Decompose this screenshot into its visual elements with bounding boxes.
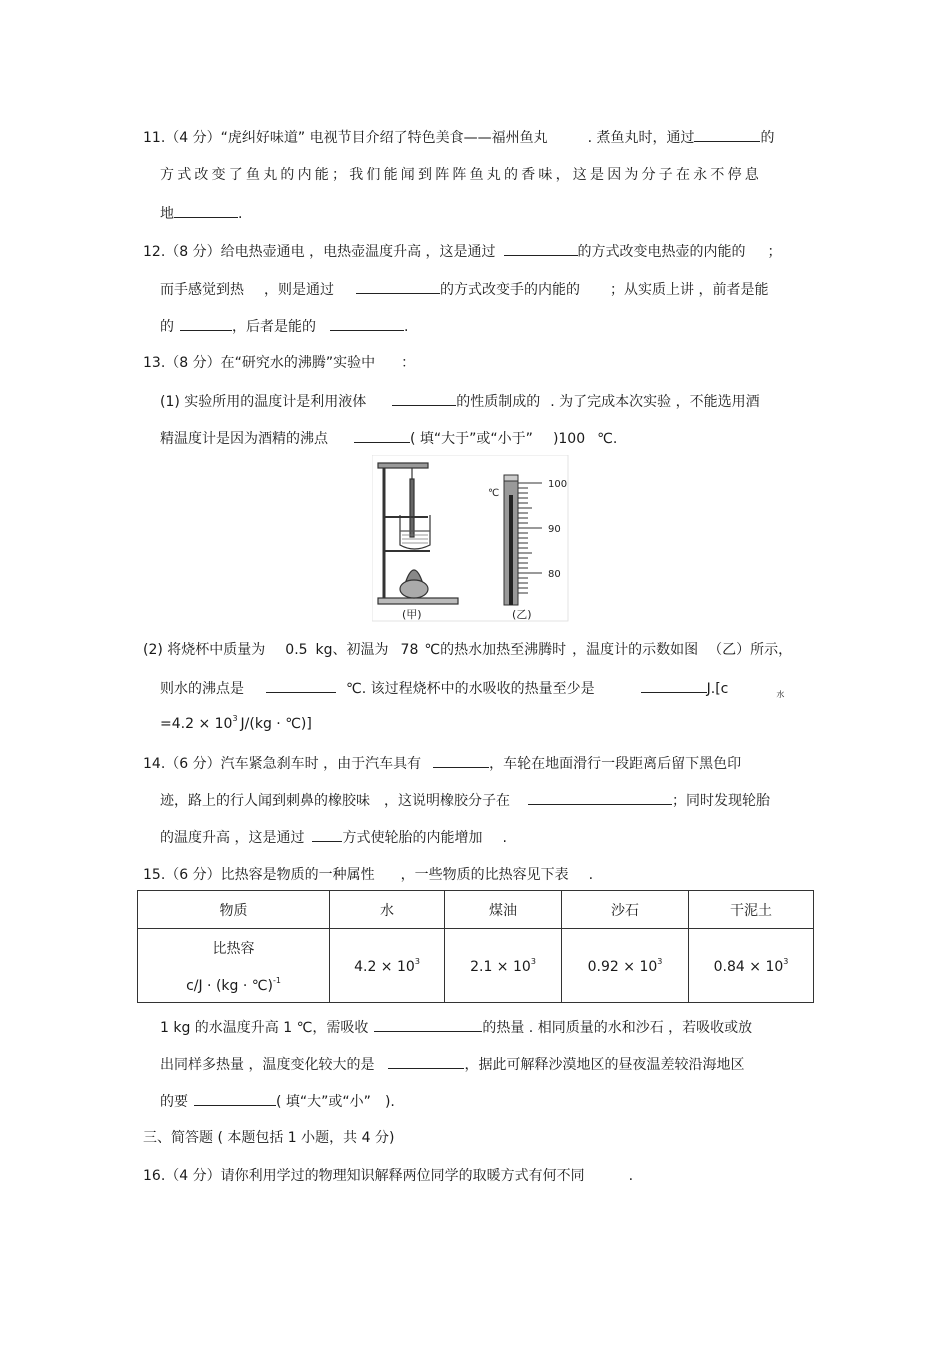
q11-text-3b: . bbox=[238, 206, 243, 222]
q15-text-2b: ，据此可解释沙漠地区的昼夜温差较沿海地区 bbox=[464, 1057, 745, 1073]
q12-line1 bbox=[143, 240, 782, 261]
q12-text-a: 12.（8 分）给电热壶通电 ，电热壶温度升高 ，这是通过 bbox=[143, 244, 496, 260]
q12-blank-3[interactable] bbox=[180, 315, 232, 331]
specific-heat-table bbox=[137, 890, 814, 1003]
q13-p2-l: =4.2 × 10 bbox=[160, 716, 233, 732]
q15-blank-3[interactable] bbox=[194, 1090, 276, 1106]
thermometer-figure bbox=[488, 475, 567, 605]
q13-part2-line3 bbox=[160, 714, 312, 732]
q15-text-1a: 1 kg 的水温度升高 1 ℃，需吸收 bbox=[160, 1020, 369, 1036]
q11-line2 bbox=[160, 164, 762, 184]
q11-text-3a: 地 bbox=[160, 206, 174, 222]
q15-head-c: . bbox=[588, 867, 594, 883]
q15-line3 bbox=[160, 1090, 395, 1111]
q12-blank-1[interactable] bbox=[504, 240, 578, 256]
q13-blank-2[interactable] bbox=[354, 427, 410, 443]
q14-text-2a: 迹，路上的行人闻到刺鼻的橡胶味 bbox=[160, 793, 370, 809]
table-cell bbox=[330, 929, 445, 1003]
q11-text-a: 11.（4 分）“虎纠好味道” 电视节目介绍了特色美食——福州鱼丸 bbox=[143, 130, 548, 146]
q12-text-3b: ，后者是能的 bbox=[232, 319, 316, 335]
q13-blank-3[interactable] bbox=[266, 677, 336, 693]
q13-part1-line1 bbox=[160, 390, 760, 411]
q13-part2-line2 bbox=[160, 677, 784, 698]
q11-blank-2[interactable] bbox=[174, 202, 238, 218]
q12-text-3c: . bbox=[404, 319, 409, 335]
q13-figure bbox=[372, 455, 572, 625]
thermometer-unit: ℃ bbox=[488, 488, 500, 499]
value-soil-exp: 3 bbox=[783, 956, 789, 966]
table-header-cell: 水 bbox=[330, 891, 445, 929]
q12-blank-2[interactable] bbox=[356, 278, 440, 294]
q13-p2-k: 水 bbox=[776, 690, 785, 699]
q13-p1-e: ( 填“大于”或“小于” bbox=[410, 431, 533, 447]
q13-p2-d: 78 bbox=[400, 642, 419, 658]
q11-text-b: . 煮鱼丸时，通过 bbox=[587, 130, 695, 146]
value-kerosene: 2.1 × 10 bbox=[470, 958, 531, 975]
value-water: 4.2 × 10 bbox=[354, 958, 415, 975]
table-row-label bbox=[138, 929, 330, 1003]
thermometer-tick-100: 100 bbox=[548, 479, 568, 490]
q14-line1 bbox=[143, 752, 741, 773]
q11-text-2: 方式改变了鱼丸的内能；我们能闻到阵阵鱼丸的香味，这是因为分子在永不停息 bbox=[160, 167, 762, 183]
q16-end: . bbox=[628, 1168, 634, 1184]
q13-p1-g: ℃. bbox=[597, 431, 618, 447]
q15-line1 bbox=[160, 1016, 752, 1037]
caption-jia: (甲) bbox=[402, 608, 422, 621]
q12-text-b: 的方式改变电热壶的内能的 bbox=[577, 244, 746, 260]
q14-text-a: 14.（6 分）汽车紧急刹车时 ，由于汽车具有 bbox=[143, 756, 422, 772]
q13-p2-b: 0.5 bbox=[285, 642, 308, 658]
row-label-unit: c/J · (kg · ℃) bbox=[186, 977, 273, 994]
table-cell bbox=[445, 929, 562, 1003]
q16-line bbox=[143, 1165, 633, 1185]
q14-text-2c: ；同时发现轮胎 bbox=[672, 793, 770, 809]
caption-yi: (乙) bbox=[512, 608, 532, 621]
table-header-cell: 沙石 bbox=[562, 891, 689, 929]
q13-p1-d: 精温度计是因为酒精的沸点 bbox=[160, 431, 328, 447]
q13-p2-c: kg、初温为 bbox=[315, 642, 389, 658]
q14-blank-2[interactable] bbox=[528, 789, 672, 805]
q11-text-c: 的 bbox=[760, 130, 775, 146]
q13-p1-b: 的性质制成的 bbox=[456, 394, 541, 410]
q15-blank-1[interactable] bbox=[374, 1016, 482, 1032]
q11-line3 bbox=[160, 202, 242, 223]
table-cell bbox=[562, 929, 689, 1003]
row-label-sup: -1 bbox=[272, 975, 281, 985]
q12-text-c: ； bbox=[767, 244, 782, 260]
q12-text-2d: ；从实质上讲 ，前者是能 bbox=[610, 282, 769, 298]
q13-p1-c: . 为了完成本次实验 ，不能选用酒 bbox=[550, 394, 760, 410]
q11-line1 bbox=[143, 126, 774, 147]
q13-p2-e: ℃的热水加热至沸腾时 bbox=[424, 642, 567, 658]
table-cell bbox=[689, 929, 814, 1003]
q14-text-3a: 的温度升高 ，这是通过 bbox=[160, 830, 305, 846]
value-soil: 0.84 × 10 bbox=[713, 958, 784, 975]
q12-blank-4[interactable] bbox=[330, 315, 404, 331]
q14-text-3b: 方式使轮胎的内能增加 bbox=[342, 830, 483, 846]
q11-blank-1[interactable] bbox=[694, 126, 760, 142]
q15-text-1b: 的热量 . 相同质量的水和沙石 ，若吸收或放 bbox=[482, 1020, 753, 1036]
q12-text-2c: 的方式改变手的内能的 bbox=[440, 282, 580, 298]
q13-p2-m: 3 bbox=[232, 714, 238, 723]
q12-text-2b: ，则是通过 bbox=[264, 282, 334, 298]
q13-p1-a: (1) 实验所用的温度计是利用液体 bbox=[160, 394, 367, 410]
q15-line2 bbox=[160, 1053, 744, 1074]
q13-heading bbox=[143, 352, 415, 372]
q13-p2-g: （乙）所示， bbox=[708, 642, 793, 658]
table-header-cell: 物质 bbox=[138, 891, 330, 929]
q14-text-3c: . bbox=[502, 830, 507, 846]
row-label-line1: 比热容 bbox=[212, 940, 255, 957]
q15-blank-2[interactable] bbox=[388, 1053, 464, 1069]
q14-line3 bbox=[160, 826, 507, 847]
q13-p2-f: ，温度计的示数如图 bbox=[572, 642, 699, 658]
q13-p1-f: )100 bbox=[552, 431, 586, 447]
q15-text-3b: ( 填“大”或“小” bbox=[276, 1094, 371, 1110]
q15-heading bbox=[143, 864, 593, 884]
table-header-cell: 干泥土 bbox=[689, 891, 814, 929]
value-sand-exp: 3 bbox=[657, 956, 663, 966]
q13-part1-line2 bbox=[160, 427, 617, 448]
q15-head-a: 15.（6 分）比热容是物质的一种属性 bbox=[143, 867, 375, 883]
q15-text-3c: ). bbox=[384, 1094, 395, 1110]
value-water-exp: 3 bbox=[414, 956, 420, 966]
q12-text-3a: 的 bbox=[160, 319, 174, 335]
table-row bbox=[138, 929, 814, 1003]
q13-head-colon: ： bbox=[401, 355, 416, 371]
q14-text-2b: ，这说明橡胶分子在 bbox=[384, 793, 510, 809]
q13-p2-i: ℃. 该过程烧杯中的水吸收的热量至少是 bbox=[346, 681, 595, 697]
q13-p2-a: (2) 将烧杯中质量为 bbox=[143, 642, 266, 658]
table-header-cell: 煤油 bbox=[445, 891, 562, 929]
q16-text: 16.（4 分）请你利用学过的物理知识解释两位同学的取暖方式有何不同 bbox=[143, 1168, 585, 1184]
q14-blank-1[interactable] bbox=[433, 752, 489, 768]
q13-head-text: 13.（8 分）在“研究水的沸腾”实验中 bbox=[143, 355, 376, 371]
q13-p2-j: J.[c bbox=[706, 681, 729, 697]
q12-line3 bbox=[160, 315, 408, 336]
q12-line2 bbox=[160, 278, 768, 299]
section-3-text: 三、简答题 ( 本题包括 1 小题，共 4 分) bbox=[143, 1130, 395, 1146]
value-sand: 0.92 × 10 bbox=[587, 958, 658, 975]
q13-blank-4[interactable] bbox=[641, 677, 707, 693]
q14-line2 bbox=[160, 789, 770, 810]
value-kerosene-exp: 3 bbox=[530, 956, 536, 966]
q15-text-3a: 的要 bbox=[160, 1094, 188, 1110]
q15-text-2a: 出同样多热量 ，温度变化较大的是 bbox=[160, 1057, 375, 1073]
q14-blank-3[interactable] bbox=[312, 826, 342, 842]
q13-p2-h: 则水的沸点是 bbox=[160, 681, 244, 697]
boiling-apparatus-figure bbox=[378, 463, 458, 604]
thermometer-tick-90: 90 bbox=[548, 524, 561, 535]
section-3-heading bbox=[143, 1127, 394, 1147]
table-header-row bbox=[138, 891, 814, 929]
q13-p2-n: J/(kg · ℃)] bbox=[240, 716, 312, 732]
q12-text-2a: 而手感觉到热 bbox=[160, 282, 244, 298]
q13-part2-line1 bbox=[143, 639, 792, 659]
q14-text-b: ，车轮在地面滑行一段距离后留下黑色印 bbox=[489, 756, 742, 772]
row-label-line2 bbox=[138, 976, 329, 994]
q13-blank-1[interactable] bbox=[392, 390, 456, 406]
thermometer-tick-80: 80 bbox=[548, 569, 561, 580]
q15-head-b: ，一些物质的比热容见下表 bbox=[400, 867, 569, 883]
